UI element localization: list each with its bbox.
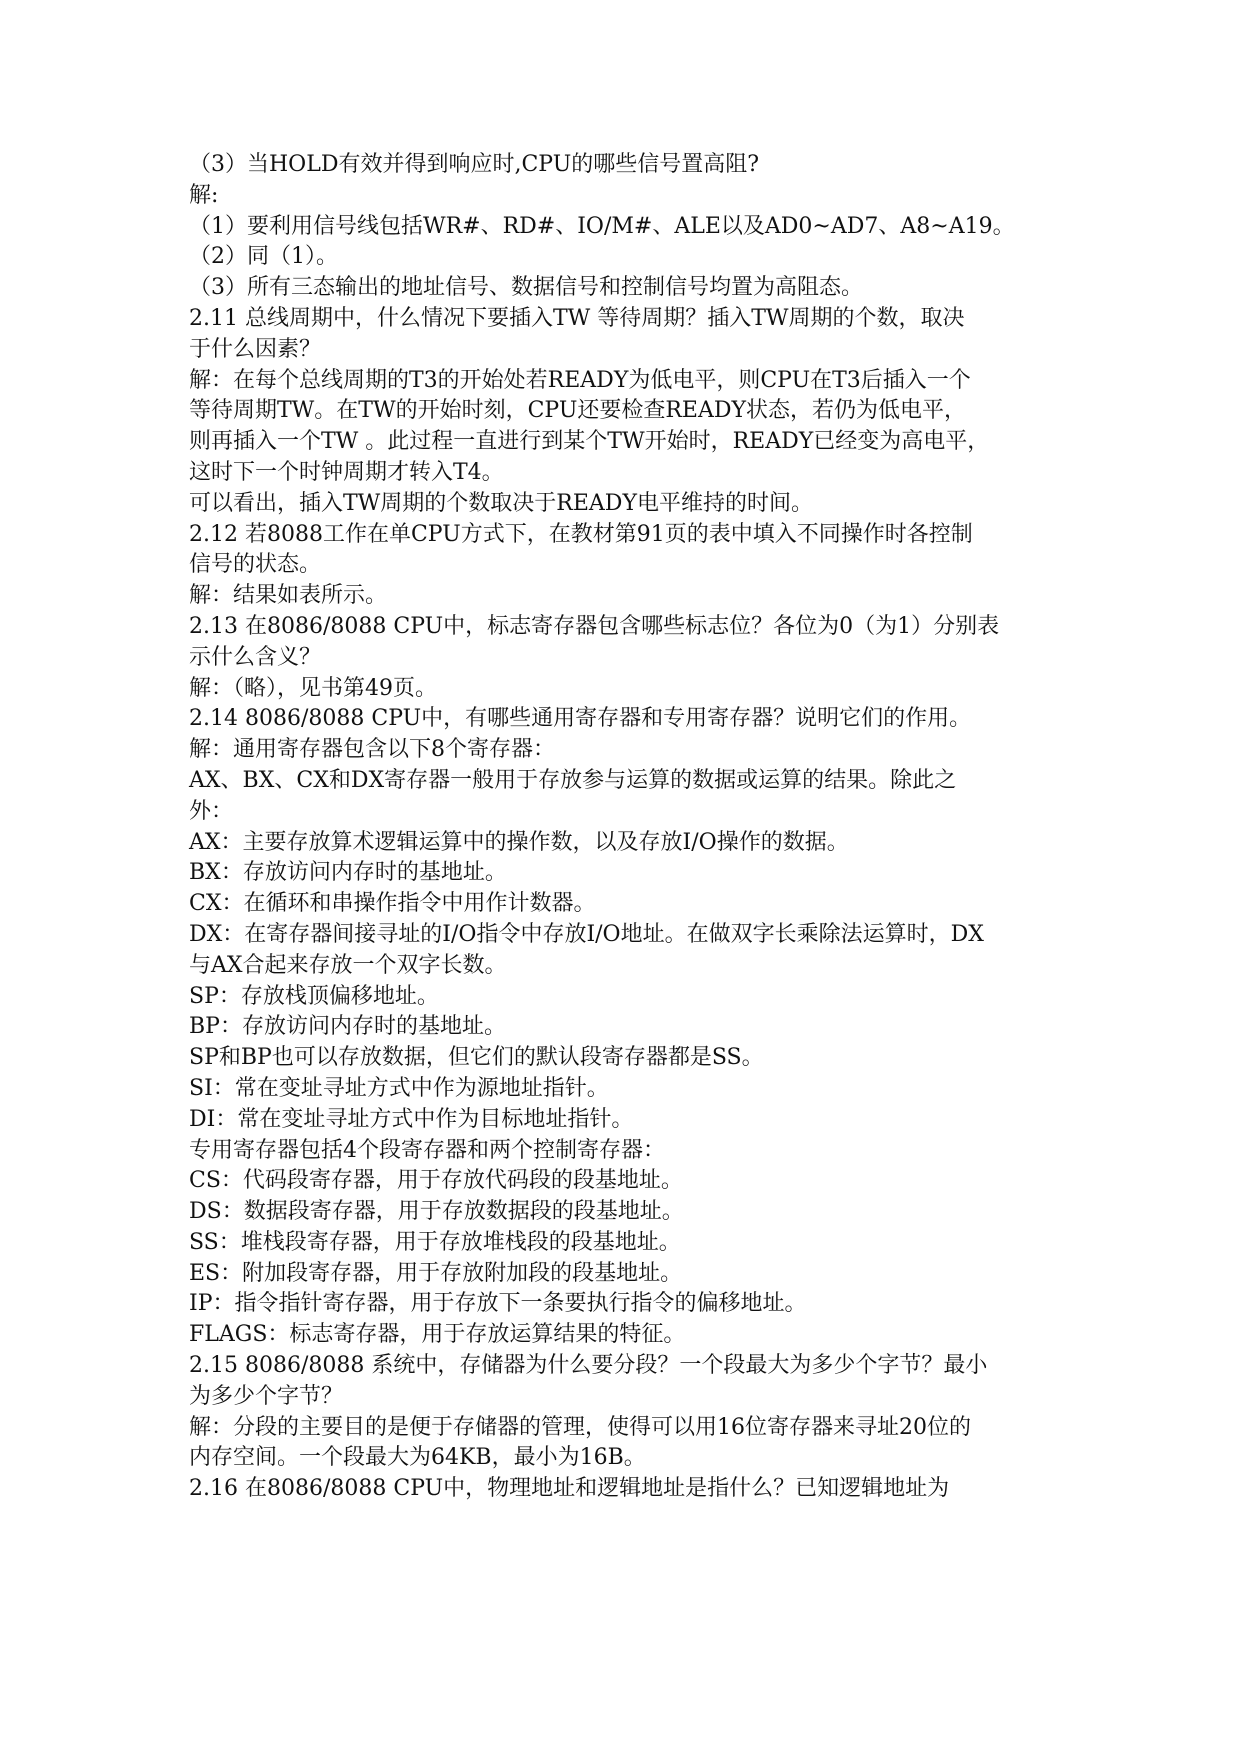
text-line: ES：附加段寄存器，用于存放附加段的段基地址。: [189, 1260, 683, 1286]
text-line: AX：主要存放算术逻辑运算中的操作数，以及存放I/O操作的数据。: [189, 829, 849, 855]
text-line: FLAGS：标志寄存器，用于存放运算结果的特征。: [189, 1322, 686, 1348]
text-line: BX：存放访问内存时的基地址。: [189, 860, 507, 886]
document-page: [189, 150, 1059, 1505]
text-line: 内存空间。一个段最大为64KB，最小为16B。: [189, 1445, 646, 1471]
text-line: 解：分段的主要目的是便于存储器的管理，使得可以用16位寄存器来寻址20位的: [189, 1414, 971, 1440]
text-line: 专用寄存器包括4个段寄存器和两个控制寄存器：: [189, 1137, 665, 1163]
text-line: 为多少个字节？: [189, 1383, 344, 1409]
text-line: DS：数据段寄存器，用于存放数据段的段基地址。: [189, 1199, 684, 1225]
text-line: （2）同（1）。: [189, 244, 338, 270]
text-line: DX：在寄存器间接寻址的I/O指令中存放I/O地址。在做双字长乘除法运算时，DX: [189, 921, 984, 947]
text-line: 解:: [189, 182, 219, 208]
question-heading: 2.13 在8086/8088 CPU中，标志寄存器包含哪些标志位？各位为0（为1）分别表: [189, 613, 1000, 639]
text-line: SI：常在变址寻址方式中作为源地址指针。: [189, 1075, 609, 1101]
text-line: AX、BX、CX和DX寄存器一般用于存放参与运算的数据或运算的结果。除此之: [189, 767, 957, 793]
text-line: （3）所有三态输出的地址信号、数据信号和控制信号均置为高阻态。: [189, 275, 863, 301]
text-line: 与AX合起来存放一个双字长数。: [189, 952, 507, 978]
text-line: 解：通用寄存器包含以下8个寄存器：: [189, 737, 555, 763]
text-line: SP：存放栈顶偏移地址。: [189, 983, 439, 1009]
question-heading: 2.12 若8088工作在单CPU方式下，在教材第91页的表中填入不同操作时各控制: [189, 521, 973, 547]
text-line: 等待周期TW。在TW的开始时刻，CPU还要检查READY状态，若仍为低电平，: [189, 398, 967, 424]
text-line: 解：在每个总线周期的T3的开始处若READY为低电平，则CPU在T3后插入一个: [189, 367, 971, 393]
text-line: 外：: [189, 798, 234, 824]
text-line: BP：存放访问内存时的基地址。: [189, 1014, 506, 1040]
text-line: 解：（略），见书第49页。: [189, 675, 437, 701]
text-line: 则再插入一个TW 。此过程一直进行到某个TW开始时，READY已经变为高电平，: [189, 429, 990, 455]
text-line: 信号的状态。: [189, 552, 322, 578]
text-line: 解：结果如表所示。: [189, 583, 388, 609]
text-line: 这时下一个时钟周期才转入T4。: [189, 459, 504, 485]
text-line: 示什么含义？: [189, 644, 322, 670]
text-line: （3）当HOLD有效并得到响应时,CPU的哪些信号置高阻?: [189, 152, 760, 177]
text-line: IP：指令指针寄存器，用于存放下一条要执行指令的偏移地址。: [189, 1291, 807, 1317]
question-heading: 2.16 在8086/8088 CPU中，物理地址和逻辑地址是指什么？已知逻辑地址为: [189, 1476, 950, 1502]
text-line: SS：堆栈段寄存器，用于存放堆栈段的段基地址。: [189, 1229, 681, 1255]
text-line: 可以看出，插入TW周期的个数取决于READY电平维持的时间。: [189, 490, 813, 516]
text-line: CX：在循环和串操作指令中用作计数器。: [189, 891, 596, 917]
question-heading: 2.11 总线周期中，什么情况下要插入TW 等待周期？插入TW周期的个数，取决: [189, 305, 965, 331]
text-line: SP和BP也可以存放数据，但它们的默认段寄存器都是SS。: [189, 1045, 764, 1071]
text-line: （1）要利用信号线包括WR#、RD#、IO/M#、ALE以及AD0~AD7、A8~A19。: [189, 213, 1015, 239]
question-heading: 2.14 8086/8088 CPU中，有哪些通用寄存器和专用寄存器？说明它们的作用。: [189, 706, 972, 732]
text-line: DI：常在变址寻址方式中作为目标地址指针。: [189, 1106, 634, 1132]
text-line: CS：代码段寄存器，用于存放代码段的段基地址。: [189, 1168, 683, 1194]
question-heading: 2.15 8086/8088 系统中，存储器为什么要分段？一个段最大为多少个字节？最小: [189, 1353, 988, 1379]
text-line: 于什么因素？: [189, 336, 322, 362]
